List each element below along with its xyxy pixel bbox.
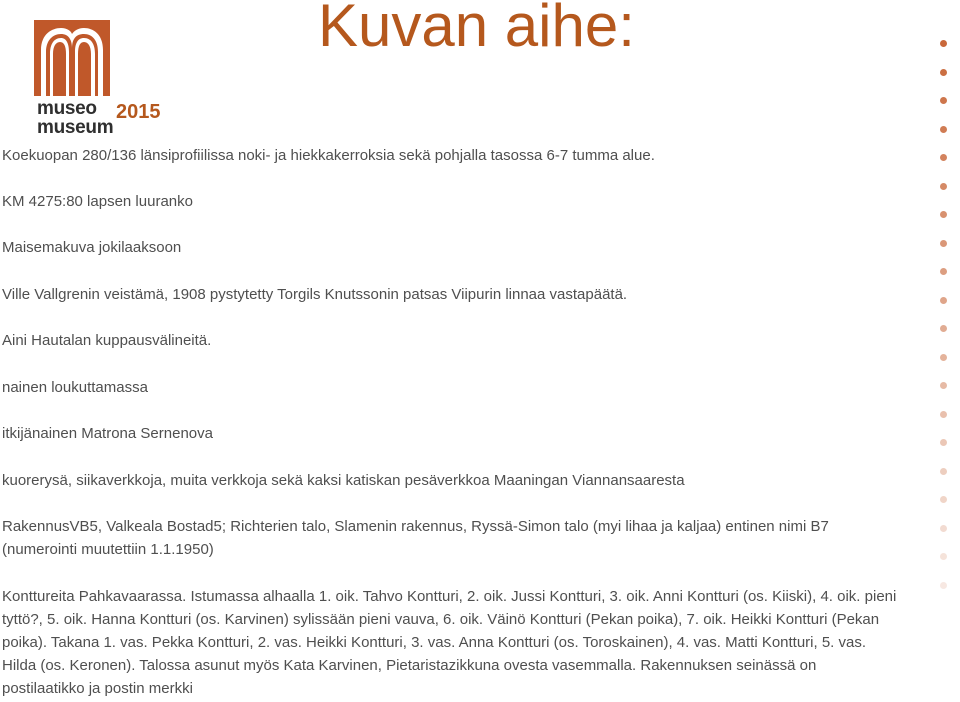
caption-line-7: itkijänainen Matrona Sernenova (2, 425, 213, 442)
decorative-dot (940, 411, 947, 418)
caption-line-5: Aini Hautalan kuppausvälineitä. (2, 332, 212, 349)
decorative-dot (940, 40, 947, 47)
museo-museum-2015-logo (34, 20, 174, 142)
decorative-dot (940, 268, 947, 275)
caption-line-1: Koekuopan 280/136 länsiprofiilissa noki- ja hiekkakerroksia sekä pohjalla tasossa 6-7 tumma alue. (2, 147, 655, 164)
decorative-dot (940, 154, 947, 161)
logo-word-museo: museo (37, 98, 97, 119)
decorative-dot (940, 468, 947, 475)
logo-word-museum: museum (37, 117, 114, 138)
decorative-dot-column (940, 40, 952, 600)
decorative-dot (940, 211, 947, 218)
decorative-dot (940, 382, 947, 389)
decorative-dot (940, 525, 947, 532)
decorative-dot (940, 97, 947, 104)
decorative-dot (940, 183, 947, 190)
caption-line-6: nainen loukuttamassa (2, 379, 148, 396)
decorative-dot (940, 496, 947, 503)
logo-year: 2015 (116, 101, 161, 123)
decorative-dot (940, 354, 947, 361)
slide-title: Kuvan aihe: (318, 0, 635, 59)
caption-line-2: KM 4275:80 lapsen luuranko (2, 193, 193, 210)
decorative-dot (940, 553, 947, 560)
caption-line-8: kuorerysä, siikaverkkoja, muita verkkoja sekä kaksi katiskan pesäverkkoa Maaningan Viannansaaresta (2, 472, 685, 489)
caption-paragraph-1: RakennusVB5, Valkeala Bostad5; Richterien talo, Slamenin rakennus, Ryssä-Simon talo (myi lihaa ja kaljaa) entinen nimi B7 (numerointi muutettiin 1.1.1950) (2, 518, 829, 558)
decorative-dot (940, 325, 947, 332)
decorative-dot (940, 582, 947, 589)
caption-line-3: Maisemakuva jokilaaksoon (2, 239, 182, 256)
decorative-dot (940, 297, 947, 304)
decorative-dot (940, 439, 947, 446)
decorative-dot (940, 69, 947, 76)
decorative-dot (940, 126, 947, 133)
caption-line-4: Ville Vallgrenin veistämä, 1908 pystytetty Torgils Knutssonin patsas Viipurin linnaa vastapäätä. (2, 286, 628, 303)
decorative-dot (940, 240, 947, 247)
caption-paragraph-2: Konttureita Pahkavaarassa. Istumassa alhaalla 1. oik. Tahvo Kontturi, 2. oik. Jussi Kontturi, 3. oik. Anni Kontturi (os. Kiiski), 4. oik. pieni tyttö?, 5. oik. Hanna Kontturi (os. Karvinen) sylissään pieni vauva, 6. oik. Väinö Kontturi (Pekan poika), 7. oik. Heikki Kontturi (Pekan poika). Takana 1. vas. Pekka Kontturi, 2. vas. Heikki Kontturi, 3. vas. Anna Kontturi (os. Toroskainen), 4. vas. Matti Kontturi, 5. vas. Hilda (os. Keronen). Talossa asunut myös Kata Karvinen, Pietaristazikkuna ovesta vasemmalla. Rakennuksen seinässä on postilaatikko ja postin merkki (2, 588, 897, 697)
museo-logo-mark (34, 20, 114, 96)
